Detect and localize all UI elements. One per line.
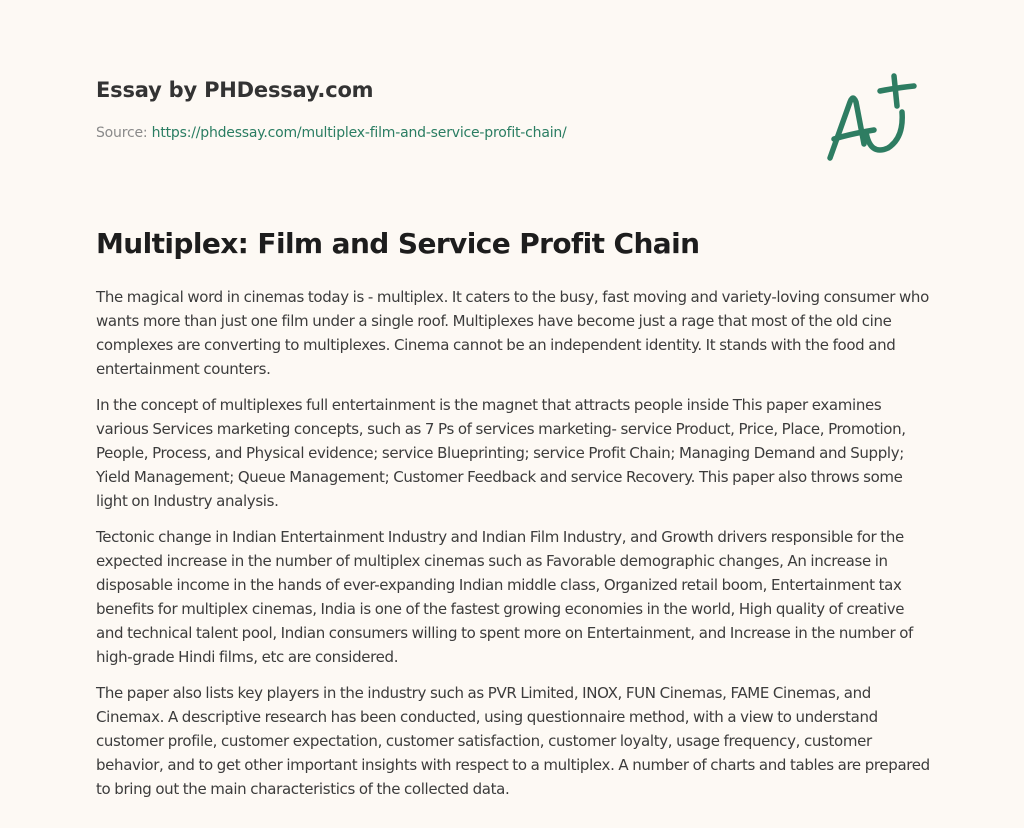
source-label: Source: <box>96 125 148 141</box>
paragraph: The paper also lists key players in the industry such as PVR Limited, INOX, FUN Cinemas, FAME Cinemas, and Cinemax. A descriptive research has been conducted, using questionnaire method, with a view to understand customer profile, customer expectation, customer satisfaction, customer loyalty, usage frequency, customer behavior, and to get other important insights with respect to a multiplex. A number of charts and tables are prepared to bring out the main characteristics of the collected data. <box>96 684 930 798</box>
paragraph: In the concept of multiplexes full entertainment is the magnet that attracts people inside This paper examines various Services marketing concepts, such as 7 Ps of services marketing- service Product, Price, Place, Promotion, People, Process, and Physical evidence; service Blueprinting; service Profit Chain; Managing Demand and Supply; Yield Management; Queue Management; Customer Feedback and service Recovery. This paper also throws some light on Industry analysis. <box>96 396 906 510</box>
site-brand: Essay by PHDessay.com <box>96 78 374 102</box>
source-line <box>96 124 796 142</box>
paragraph: Tectonic change in Indian Entertainment Industry and Indian Film Industry, and Growth drivers responsible for the expected increase in the number of multiplex cinemas such as Favorable demographic changes, An increase in disposable income in the hands of ever-expanding Indian middle class, Organized retail boom, Entertainment tax benefits for multiplex cinemas, India is one of the fastest growing economies in the world, High quality of creative and technical talent pool, Indian consumers willing to spent more on Entertainment, and Increase in the number of high-grade Hindi films, etc are considered. <box>96 528 913 666</box>
source-link[interactable]: https://phdessay.com/multiplex-film-and-service-profit-chain/ <box>151 125 567 141</box>
page-title: Multiplex: Film and Service Profit Chain <box>96 227 700 260</box>
a-plus-grade-icon <box>820 66 930 166</box>
paragraph: The magical word in cinemas today is - multiplex. It caters to the busy, fast moving and variety-loving consumer who wants more than just one film under a single roof. Multiplexes have become just a rage that most of the old cine complexes are converting to multiplexes. Cinema cannot be an independent identity. It stands with the food and entertainment counters. <box>96 288 929 378</box>
essay-header <box>96 76 796 142</box>
article-body <box>96 285 930 813</box>
